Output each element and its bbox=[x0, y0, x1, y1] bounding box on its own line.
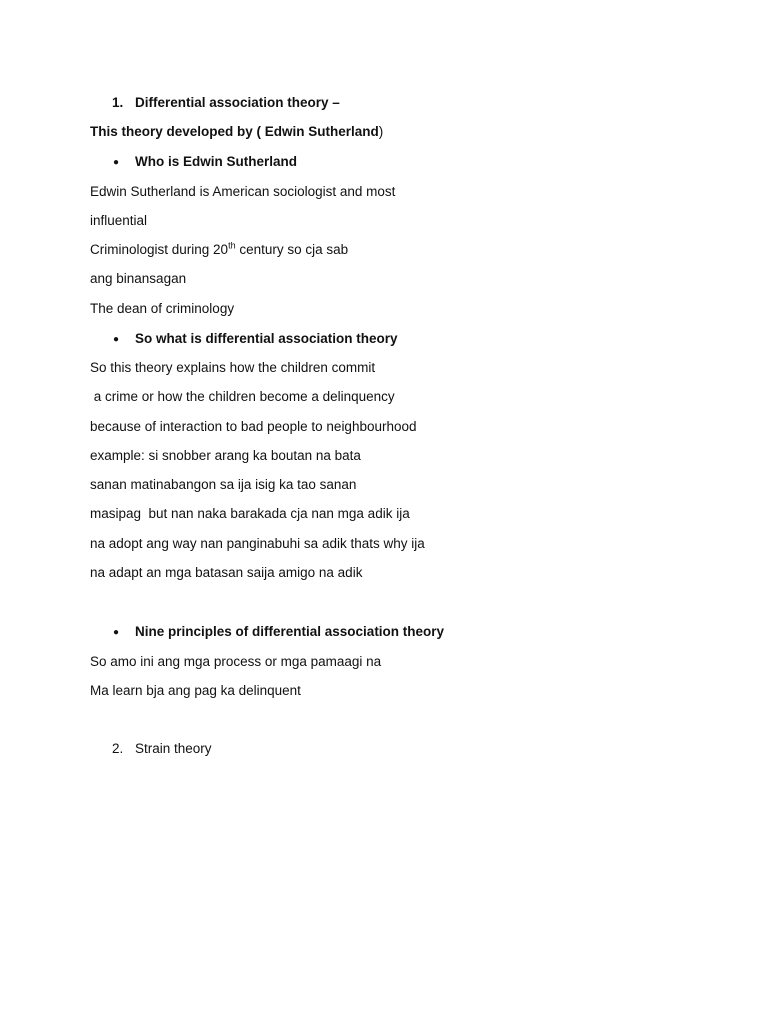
text-run: Criminologist during 20 bbox=[90, 242, 229, 257]
bullet-icon: ● bbox=[113, 157, 120, 168]
text-run: century so cja sab bbox=[235, 242, 349, 257]
paragraph-line: Edwin Sutherland is American sociologist and most bbox=[90, 184, 396, 199]
paragraph-line: a crime or how the children become a delinquency bbox=[90, 389, 395, 404]
developed-by-close: ) bbox=[378, 124, 384, 139]
bullet-what-is: So what is differential association theory bbox=[135, 331, 398, 346]
paragraph-line: na adopt ang way nan panginabuhi sa adik thats why ija bbox=[90, 536, 425, 551]
paragraph-line: So amo ini ang mga process or mga pamaagi na bbox=[90, 654, 382, 669]
superscript: th bbox=[228, 240, 236, 251]
paragraph-line: The dean of criminology bbox=[90, 301, 235, 316]
developed-by-text: This theory developed by ( Edwin Sutherland bbox=[90, 124, 379, 139]
item2-number: 2. bbox=[112, 741, 124, 756]
bullet-who-is: Who is Edwin Sutherland bbox=[135, 154, 297, 169]
item2-title: Strain theory bbox=[135, 741, 212, 756]
paragraph-line: So this theory explains how the children commit bbox=[90, 360, 376, 375]
paragraph-line: because of interaction to bad people to neighbourhood bbox=[90, 419, 417, 434]
bullet-icon: ● bbox=[113, 334, 120, 345]
item1-title: Differential association theory – bbox=[135, 95, 340, 110]
paragraph-line: ang binansagan bbox=[90, 271, 187, 286]
paragraph-line: sanan matinabangon sa ija isig ka tao sanan bbox=[90, 477, 357, 492]
bullet-icon: ● bbox=[113, 627, 120, 638]
developed-by-line bbox=[90, 123, 383, 141]
item1-number: 1. bbox=[112, 95, 124, 110]
paragraph-line bbox=[90, 241, 348, 259]
paragraph-line: masipag but nan naka barakada cja nan mga adik ija bbox=[90, 506, 410, 521]
bullet-nine-principles: Nine principles of differential association theory bbox=[135, 624, 445, 639]
paragraph-line: example: si snobber arang ka boutan na bata bbox=[90, 448, 361, 463]
paragraph-line: influential bbox=[90, 213, 148, 228]
paragraph-line: na adapt an mga batasan saija amigo na adik bbox=[90, 565, 363, 580]
paragraph-line: Ma learn bja ang pag ka delinquent bbox=[90, 683, 301, 698]
